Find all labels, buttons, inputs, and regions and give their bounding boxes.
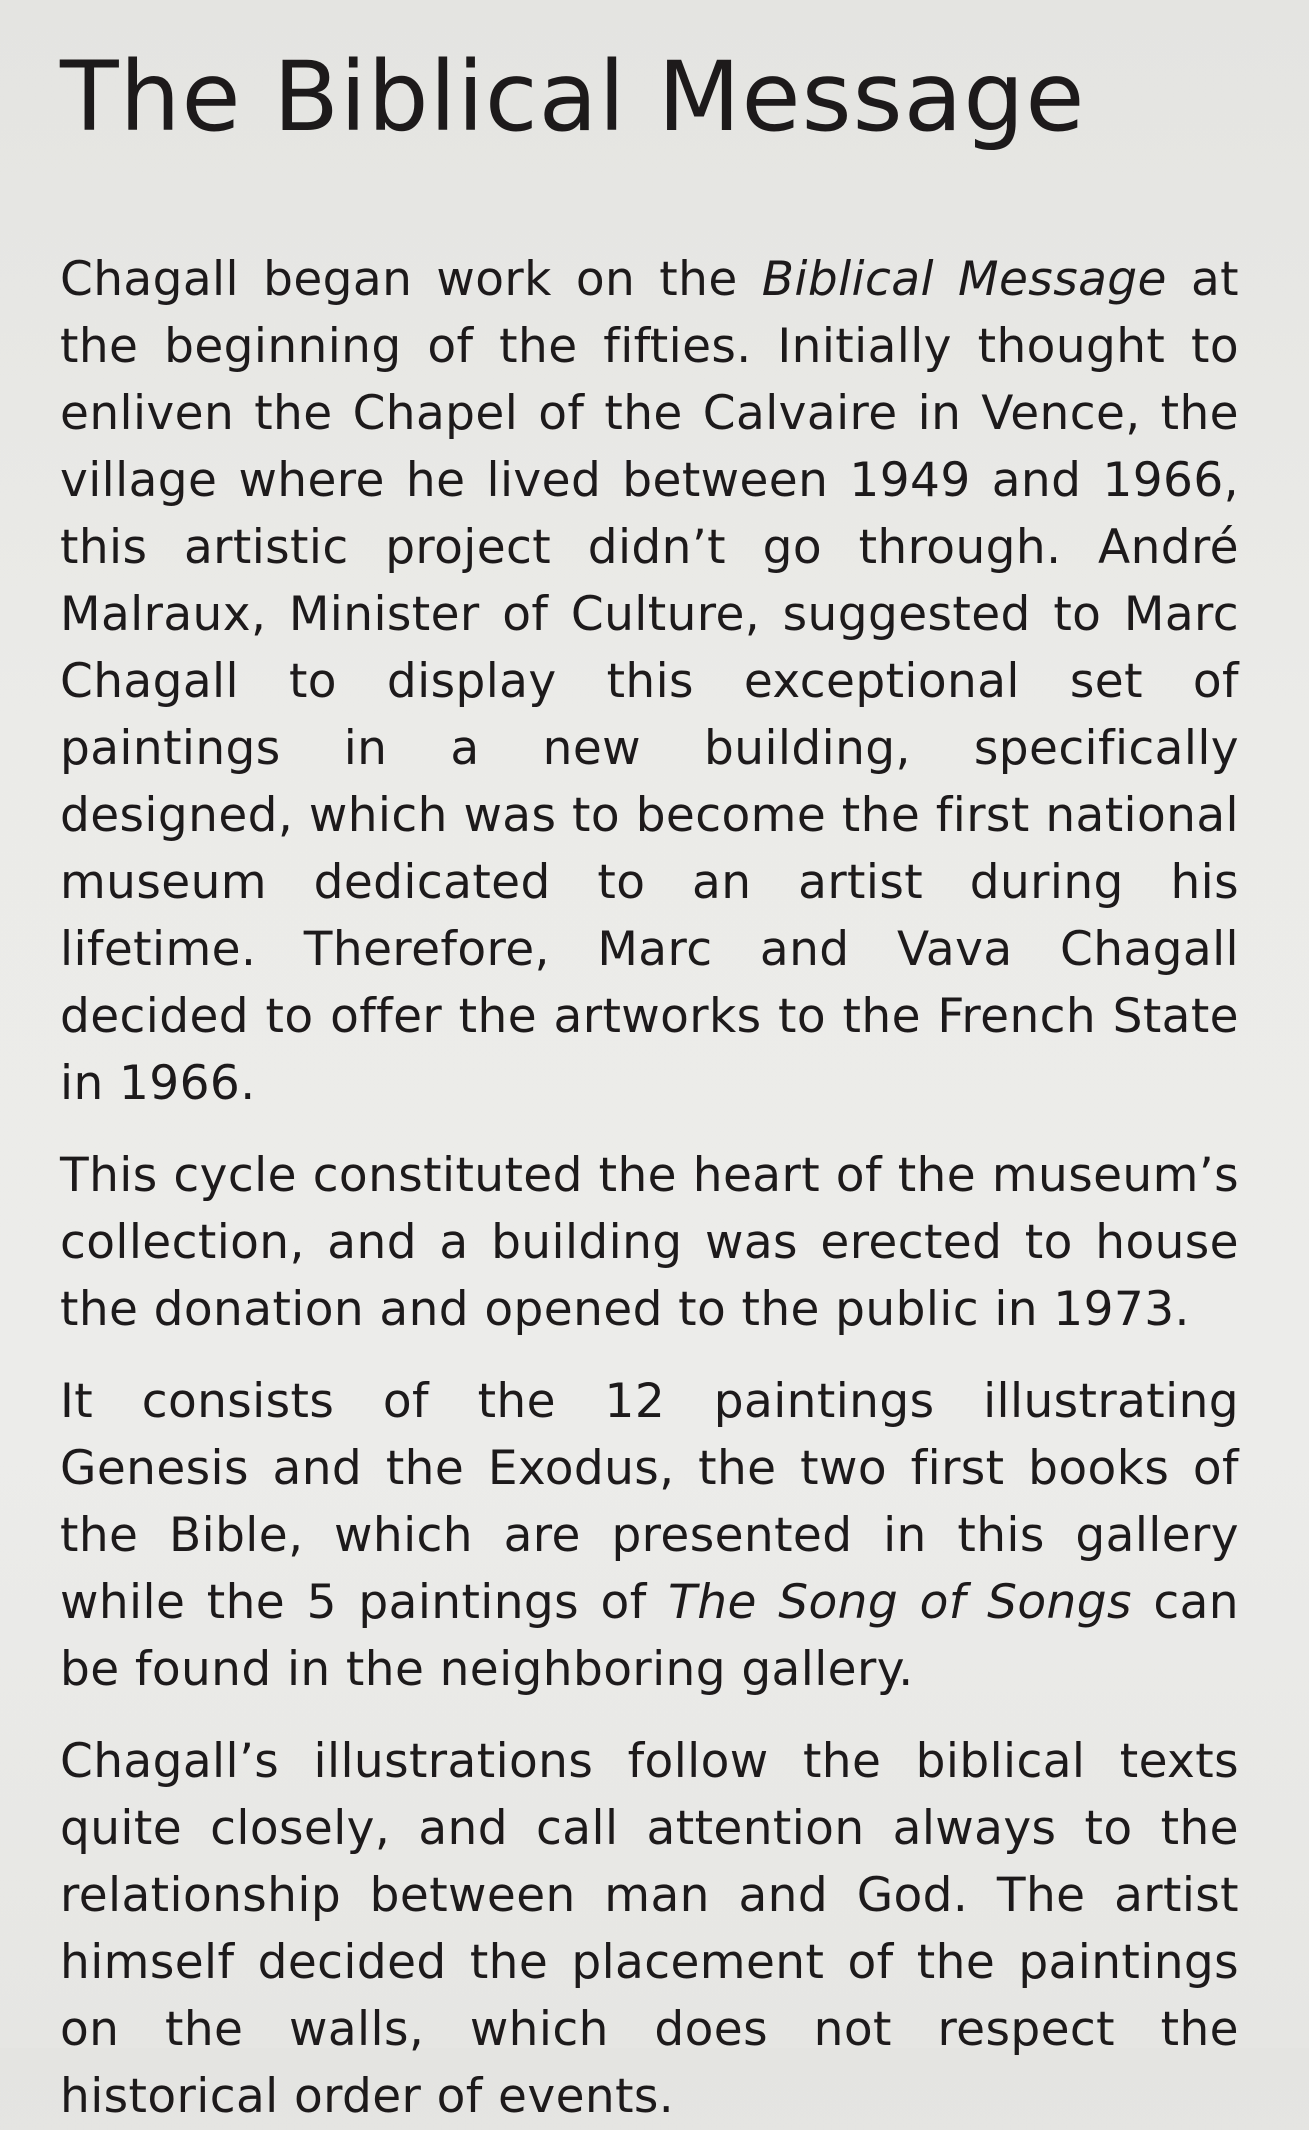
artwork-title-biblical-message: Biblical Message xyxy=(761,252,1167,307)
text-segment: can be found in the neighboring gallery. xyxy=(60,1575,1239,1697)
text-segment: Chagall’s illustrations follow the biblical texts quite closely, and call attention always to the relationship between man and God. The artist himself decided the placement of the paintings on the walls, which does not respect the historical order of events. xyxy=(60,1734,1239,2124)
text-segment: This cycle constituted the heart of the museum’s collection, and a building was erected to house the donation and opened to the public in 1973. xyxy=(60,1148,1239,1337)
panel-body xyxy=(60,246,1239,2130)
text-segment: It consists of the 12 paintings illustrating Genesis and the Exodus, the two first books of the Bible, which are presented in this gallery while the 5 paintings of xyxy=(60,1374,1239,1630)
text-segment: Chagall began work on the xyxy=(60,252,762,307)
panel-title: The Biblical Message xyxy=(60,41,1086,153)
paragraph-illustrations xyxy=(60,1728,1239,2130)
text-segment: at the beginning of the fifties. Initially thought to enliven the Chapel of the Calvaire in Vence, the village where he lived between 1949 and 1966, this artistic project didn’t go through. André Malraux, Minister of Culture, suggested to Marc Chagall to display this exceptional set of paintings in a new building, specifically designed, which was to become the first national museum dedicated to an artist during his lifetime. Therefore, Marc and Vava Chagall decided to offer the artworks to the French State in 1966. xyxy=(60,252,1239,1111)
paragraph-contents xyxy=(60,1368,1239,1703)
paragraph-museum xyxy=(60,1142,1239,1343)
paragraph-origin xyxy=(60,246,1239,1117)
artwork-title-song-of-songs: The Song of Songs xyxy=(668,1575,1132,1630)
